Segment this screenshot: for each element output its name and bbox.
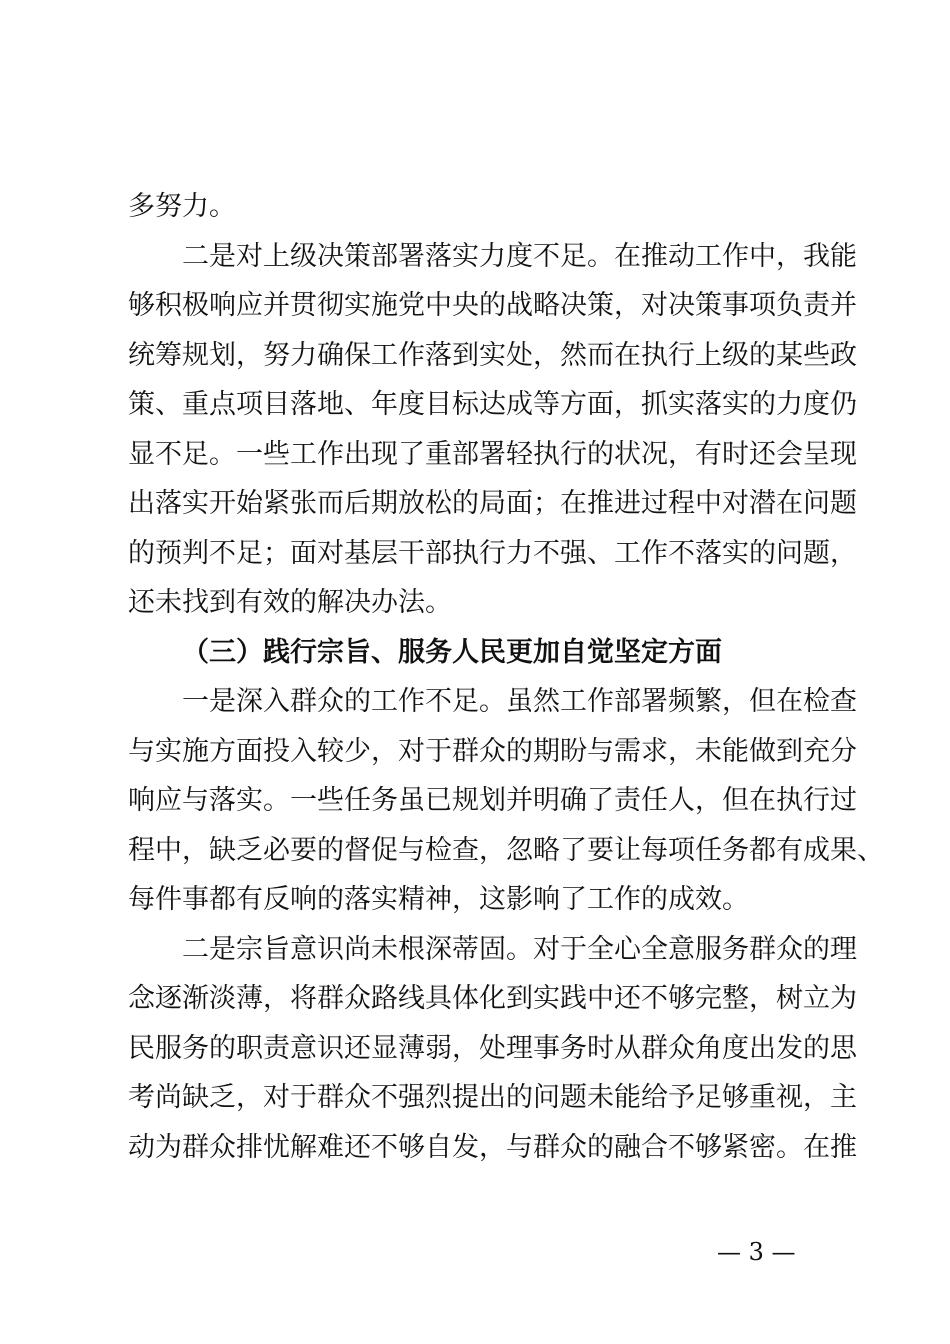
paragraph-line: 多努力。: [128, 191, 236, 222]
paragraph-line: 程中，缺乏必要的督促与检查，忽略了要让每项任务都有成果、: [128, 834, 884, 866]
paragraph-line: 民服务的职责意识还显薄弱，处理事务时从群众角度出发的思: [128, 1032, 857, 1064]
paragraph-line: 与实施方面投入较少，对于群众的期盼与需求，未能做到充分: [128, 735, 857, 767]
paragraph-line: 念逐渐淡薄，将群众路线具体化到实践中还不够完整，树立为: [128, 983, 857, 1014]
paragraph-line: 响应与落实。一些任务虽已规划并明确了责任人，但在执行过: [128, 785, 857, 816]
paragraph-line: 够积极响应并贯彻实施党中央的战略决策，对决策事项负责并: [128, 290, 857, 321]
paragraph-line: 统筹规划，努力确保工作落到实处，然而在执行上级的某些政: [128, 339, 857, 371]
paragraph-line: 策、重点项目落地、年度目标达成等方面，抓实落实的力度仍: [128, 389, 857, 420]
body-text: [128, 182, 884, 1172]
paragraph-line: 显不足。一些工作出现了重部署轻执行的状况，有时还会呈现: [128, 438, 857, 470]
section-heading: （三）践行宗旨、服务人民更加自觉坚定方面: [182, 636, 722, 668]
paragraph-line: 的预判不足；面对基层干部执行力不强、工作不落实的问题，: [128, 537, 857, 569]
paragraph-line: 考尚缺乏，对于群众不强烈提出的问题未能给予足够重视，主: [128, 1082, 857, 1113]
paragraph-line: 二是宗旨意识尚未根深蒂固。对于全心全意服务群众的理: [182, 933, 857, 965]
page-number: — 3 —: [717, 1238, 796, 1266]
paragraph-line: 还未找到有效的解决办法。: [128, 587, 452, 618]
paragraph-line: 动为群众排忧解难还不够自发，与群众的融合不够紧密。在推: [128, 1131, 857, 1163]
paragraph-line: 出落实开始紧张而后期放松的局面；在推进过程中对潜在问题: [128, 488, 857, 519]
paragraph-line: 每件事都有反响的落实精神，这影响了工作的成效。: [128, 884, 749, 915]
paragraph-line: 一是深入群众的工作不足。虽然工作部署频繁，但在检查: [182, 686, 857, 717]
paragraph-line: 二是对上级决策部署落实力度不足。在推动工作中，我能: [182, 240, 857, 272]
